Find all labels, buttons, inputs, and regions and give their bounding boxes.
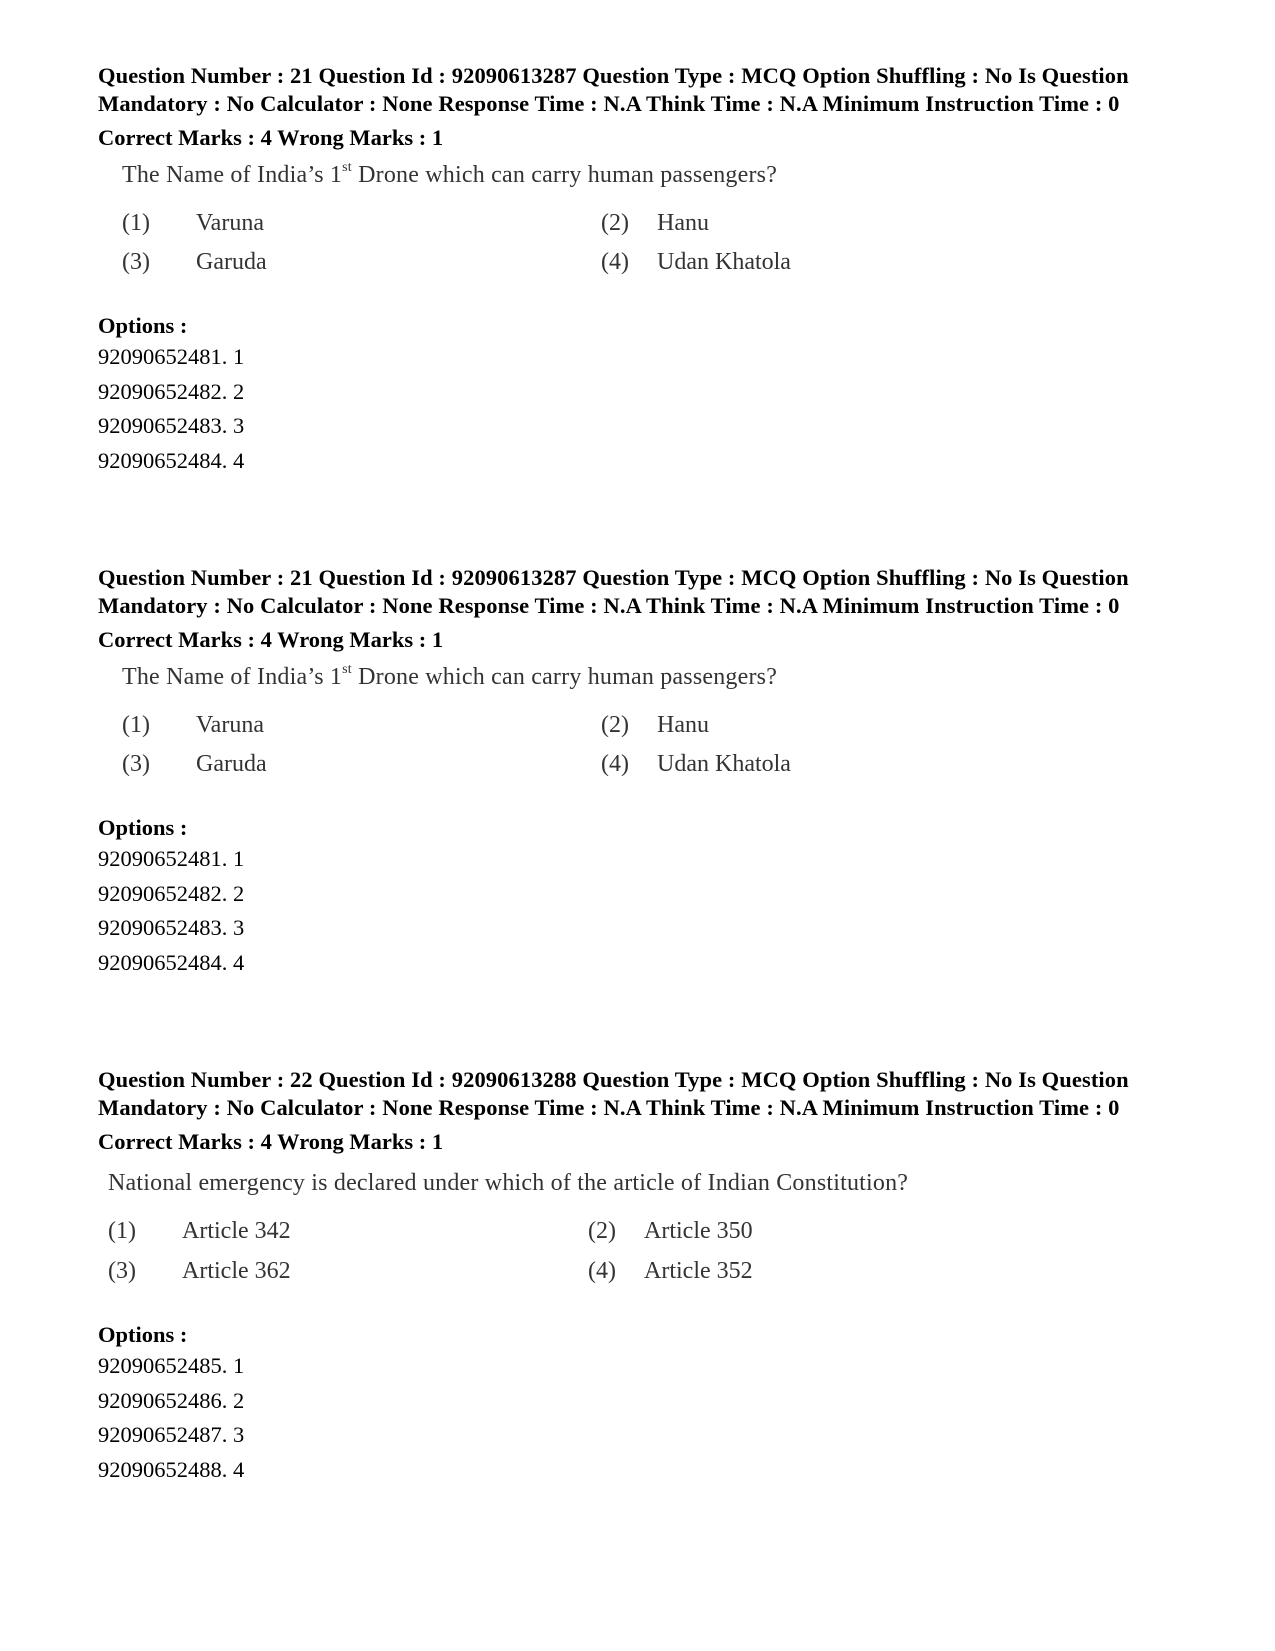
option-line: 92090652487. 3 [98, 1422, 245, 1447]
choice-4: (4) Article 352 [588, 1258, 753, 1284]
option-line: 92090652481. 1 [98, 344, 245, 369]
choice-2: (2) Hanu [601, 210, 709, 236]
question-meta: Question Number : 22 Question Id : 92090613288 Question Type : MCQ Option Shuffling : No Is Question Mandatory : No Calculator : None Response Time : N.A Think Time : N.A Minimum Instruction Time : 0 [98, 1067, 1129, 1120]
options-label: Options : [98, 313, 188, 338]
question-image [98, 654, 1178, 814]
option-line: 92090652488. 4 [98, 1456, 245, 1482]
question-text: National emergency is declared under which of the article of Indian Constitution? [108, 1170, 909, 1196]
question-marks: Correct Marks : 4 Wrong Marks : 1 [98, 1129, 444, 1154]
question-meta: Question Number : 21 Question Id : 92090613287 Question Type : MCQ Option Shuffling : No Is Question Mandatory : No Calculator : None Response Time : N.A Think Time : N.A Minimum Instruction Time : 0 [98, 63, 1129, 116]
question-image [98, 1156, 1178, 1321]
option-line: 92090652482. 2 [98, 880, 245, 906]
choice-3: (3) Article 362 [108, 1258, 291, 1284]
choice-4: (4) Udan Khatola [601, 751, 791, 777]
choice-2: (2) Hanu [601, 712, 709, 738]
choice-1: (1) Varuna [122, 712, 264, 738]
choice-2: (2) Article 350 [588, 1218, 753, 1244]
options-label: Options : [98, 1322, 188, 1347]
option-line: 92090652484. 4 [98, 949, 245, 975]
question-image [98, 152, 1178, 312]
question-text: The Name of India’s 1st Drone which can carry human passengers? [122, 160, 778, 188]
question-meta: Question Number : 21 Question Id : 92090613287 Question Type : MCQ Option Shuffling : No Is Question Mandatory : No Calculator : None Response Time : N.A Think Time : N.A Minimum Instruction Time : 0 [98, 565, 1129, 618]
question-block [98, 1066, 1178, 1487]
option-line: 92090652483. 3 [98, 915, 245, 940]
choice-3: (3) Garuda [122, 249, 267, 275]
choice-1: (1) Article 342 [108, 1218, 291, 1244]
choice-1: (1) Varuna [122, 210, 264, 236]
option-line: 92090652484. 4 [98, 447, 245, 473]
option-line: 92090652483. 3 [98, 413, 245, 438]
option-line: 92090652486. 2 [98, 1387, 245, 1413]
question-text: The Name of India’s 1st Drone which can carry human passengers? [122, 662, 778, 690]
option-line: 92090652481. 1 [98, 846, 245, 871]
question-marks: Correct Marks : 4 Wrong Marks : 1 [98, 627, 444, 652]
choice-4: (4) Udan Khatola [601, 249, 791, 275]
choice-3: (3) Garuda [122, 751, 267, 777]
question-block [98, 62, 1178, 478]
question-block [98, 564, 1178, 980]
option-line: 92090652485. 1 [98, 1353, 245, 1378]
question-marks: Correct Marks : 4 Wrong Marks : 1 [98, 125, 444, 150]
option-line: 92090652482. 2 [98, 378, 245, 404]
options-label: Options : [98, 815, 188, 840]
